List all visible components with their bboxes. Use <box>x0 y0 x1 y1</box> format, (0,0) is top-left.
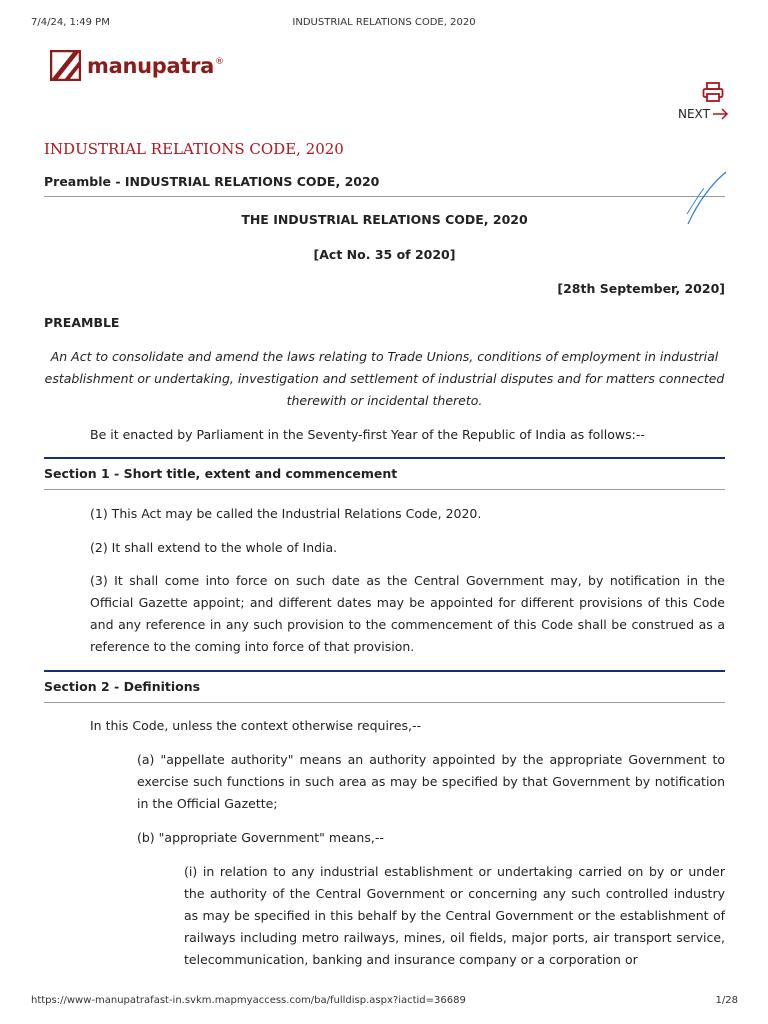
print-page-indicator: 1/28 <box>715 995 738 1006</box>
section-1-clause-1: (1) This Act may be called the Industrial Relations Code, 2020. <box>90 506 482 521</box>
definition-b-i: (i) in relation to any industrial establishment or undertaking carried on by or under the authority of the Central Government or concerning any such controlled industry as may be specified in this behalf by the Central Government or the establishment of railways including metro railways, mines, oil fields, major ports, air transport service, telecommunication, banking and insurance company or a corporation or <box>184 864 725 967</box>
section-2-heading: Section 2 - Definitions <box>44 679 201 694</box>
divider <box>44 702 725 703</box>
preamble-heading: Preamble - INDUSTRIAL RELATIONS CODE, 2020 <box>44 174 380 189</box>
preamble-label: PREAMBLE <box>44 315 120 330</box>
long-title: An Act to consolidate and amend the laws relating to Trade Unions, conditions of employment in industrial establishment or undertaking, investigation and settlement of industrial disputes and for matters connected therewith or incidental thereto. <box>44 349 725 408</box>
definition-a: (a) "appellate authority" means an authority appointed by the appropriate Government to exercise such functions in such area as may be specified by that Government by notification in the Official Gazette; <box>137 752 725 811</box>
registered-mark: ® <box>215 56 225 67</box>
arrow-right-icon <box>713 108 729 120</box>
section-divider <box>44 457 725 459</box>
definition-b: (b) "appropriate Government" means,-- <box>137 830 384 845</box>
print-page-title: INDUSTRIAL RELATIONS CODE, 2020 <box>292 17 476 28</box>
manupatra-logo[interactable] <box>50 50 224 81</box>
print-icon[interactable] <box>702 82 724 102</box>
act-number: [Act No. 35 of 2020] <box>313 247 456 262</box>
print-url: https://www-manupatrafast-in.svkm.mapmyaccess.com/ba/fulldisp.aspx?iactid=36689 <box>31 995 466 1006</box>
divider <box>44 489 725 490</box>
document-title: INDUSTRIAL RELATIONS CODE, 2020 <box>44 140 344 158</box>
act-date: [28th September, 2020] <box>557 281 725 296</box>
next-label: NEXT <box>678 107 710 121</box>
divider <box>44 196 725 197</box>
section-1-clause-2: (2) It shall extend to the whole of India. <box>90 540 338 555</box>
print-timestamp: 7/4/24, 1:49 PM <box>31 17 110 28</box>
manupatra-logo-icon <box>50 50 81 81</box>
section-1-clause-3: (3) It shall come into force on such date as the Central Government may, by notification in the Official Gazette appoint; and different dates may be appointed for different provisions of this Code and any reference in any such provision to the commencement of this Code shall be construed as a reference to the coming into force of that provision. <box>90 573 725 654</box>
act-title: THE INDUSTRIAL RELATIONS CODE, 2020 <box>241 212 528 227</box>
enacting-clause: Be it enacted by Parliament in the Seventy-first Year of the Republic of India as follows:-- <box>90 427 645 442</box>
next-link[interactable] <box>678 107 729 121</box>
section-divider <box>44 670 725 672</box>
section-1-heading: Section 1 - Short title, extent and commencement <box>44 466 398 481</box>
section-2-intro: In this Code, unless the context otherwise requires,-- <box>90 718 422 733</box>
brand-name: manupatra <box>87 53 215 78</box>
